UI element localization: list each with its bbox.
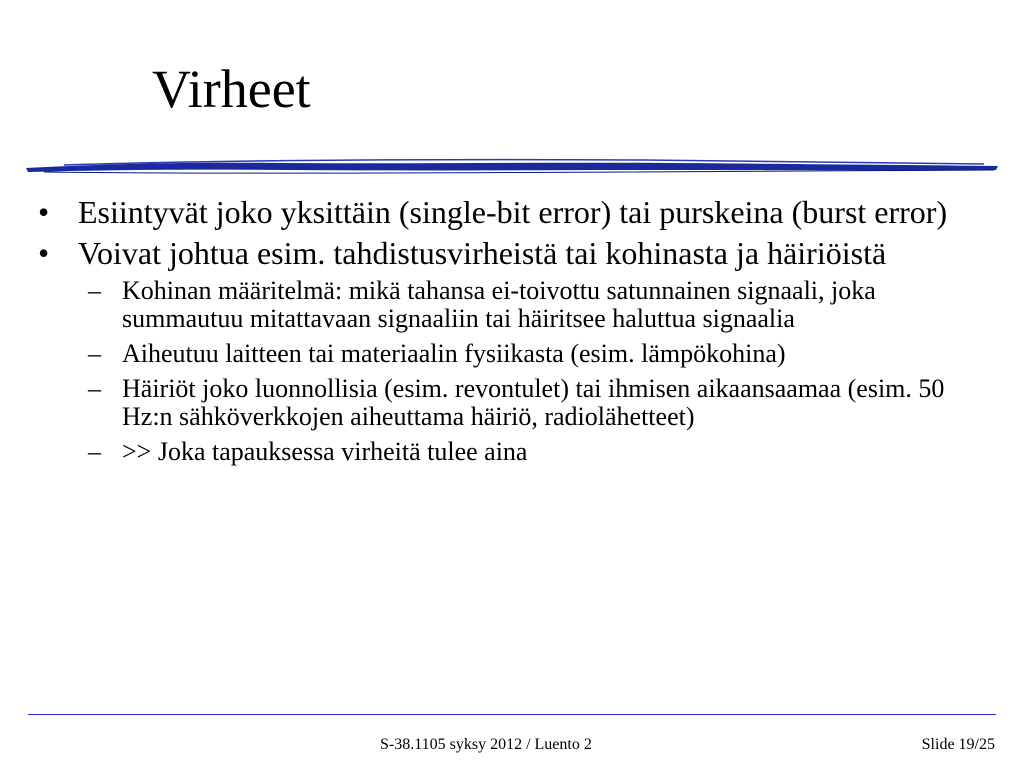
sub-bullet-text: >> Joka tapauksessa virheitä tulee aina [122,437,528,466]
slide-title: Virheet [152,59,311,119]
slide-body [38,195,988,473]
bullet-item [38,236,988,271]
sub-bullet-item [84,340,988,368]
sub-bullet-item [84,375,988,431]
bullet-item [38,195,988,230]
footer-slide-number: Slide 19/25 [921,736,995,753]
bullet-text: Esiintyvät joko yksittäin (single-bit error) tai purskeina (burst error) [78,194,948,230]
sub-bullet-text: Häiriöt joko luonnollisia (esim. revontulet) tai ihmisen aikaansaamaa (esim. 50 Hz:n sähköverkkojen aiheuttama häiriö, radiolähetteet) [122,374,945,431]
bullet-marker: • [38,194,50,230]
dash-marker: – [88,437,101,466]
dash-marker: – [88,339,101,368]
title-divider-brushstroke [24,150,1000,180]
dash-marker: – [88,374,101,403]
sub-bullet-text: Kohinan määritelmä: mikä tahansa ei-toivottu satunnainen signaali, joka summautuu mitattavaan signaaliin tai häiritsee haluttua signaalia [122,276,876,333]
sub-bullet-item [84,277,988,333]
sub-bullet-text: Aiheutuu laitteen tai materiaalin fysiikasta (esim. lämpökohina) [122,339,786,368]
footer-divider [28,714,996,715]
dash-marker: – [88,276,101,305]
sub-bullet-item [84,438,988,466]
bullet-marker: • [38,235,50,271]
footer-course: S-38.1105 syksy 2012 / Luento 2 [380,736,592,753]
bullet-text: Voivat johtua esim. tahdistusvirheistä tai kohinasta ja häiriöistä [78,235,887,271]
